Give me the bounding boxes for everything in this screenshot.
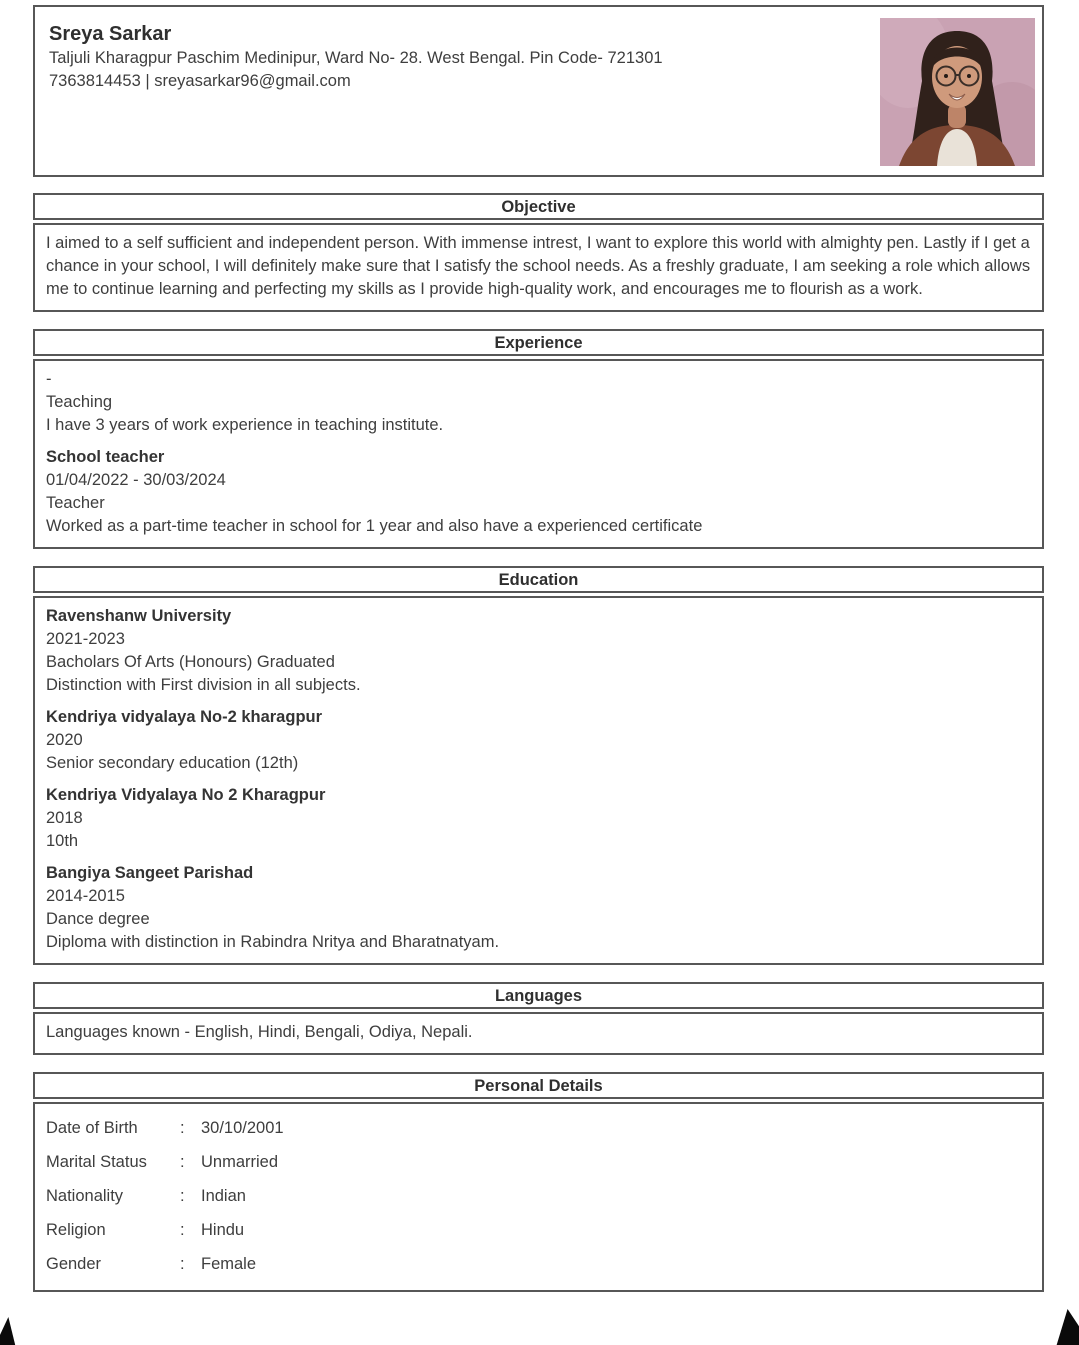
personal-row (46, 1179, 1031, 1213)
education-body (33, 596, 1044, 965)
languages-text: Languages known - English, Hindi, Bengali, Odiya, Nepali. (46, 1023, 473, 1041)
experience-job-role: Teacher (46, 494, 105, 512)
profile-photo (880, 18, 1035, 166)
personal-row (46, 1145, 1031, 1179)
experience-body (33, 359, 1044, 549)
education-school: Kendriya vidyalaya No-2 kharagpur (46, 708, 323, 726)
education-school: Ravenshanw University (46, 607, 232, 625)
experience-intro-role: Teaching (46, 393, 113, 411)
personal-label: Marital Status (46, 1153, 147, 1171)
education-entry (46, 784, 1031, 853)
section-education (33, 566, 1044, 965)
experience-job-desc: Worked as a part-time teacher in school for 1 year and also have a experienced certificate (46, 517, 703, 535)
profile-photo-illustration (880, 18, 1035, 166)
experience-title: Experience (33, 329, 1044, 356)
objective-text: I aimed to a self sufficient and independent person. With immense intrest, I want to explore this world with almighty pen. Lastly if I get a chance in your school, I will definitely make sure that I satisfy the school needs. As a freshly graduate, I am seeking a role which allows me to continue learning and perfecting my skills as I provide high-quality work, and encourages me to flourish as a work. (46, 234, 1031, 298)
section-personal-details (33, 1072, 1044, 1292)
education-years: 2014-2015 (46, 887, 125, 905)
corner-mark-left (0, 1317, 19, 1345)
personal-details-body (33, 1102, 1044, 1292)
personal-separator: : (180, 1221, 185, 1239)
education-detail: Diploma with distinction in Rabindra Nritya and Bharatnatyam. (46, 933, 500, 951)
personal-separator: : (180, 1153, 185, 1171)
personal-details-title: Personal Details (33, 1072, 1044, 1099)
personal-value: Female (201, 1255, 257, 1273)
personal-value: 30/10/2001 (201, 1119, 284, 1137)
education-entry (46, 862, 1031, 954)
personal-separator: : (180, 1255, 185, 1273)
experience-intro-desc: I have 3 years of work experience in teaching institute. (46, 416, 444, 434)
languages-title: Languages (33, 982, 1044, 1009)
personal-row (46, 1111, 1031, 1145)
resume-header (33, 5, 1044, 177)
objective-body (33, 223, 1044, 312)
education-detail: Distinction with First division in all subjects. (46, 676, 361, 694)
education-school: Bangiya Sangeet Parishad (46, 864, 254, 882)
candidate-address: Taljuli Kharagpur Paschim Medinipur, Ward No- 28. West Bengal. Pin Code- 721301 (49, 49, 663, 67)
personal-row (46, 1213, 1031, 1247)
section-languages (33, 982, 1044, 1055)
candidate-name: Sreya Sarkar (49, 23, 172, 45)
education-detail: Dance degree (46, 910, 150, 928)
personal-label: Religion (46, 1221, 106, 1239)
personal-value: Indian (201, 1187, 246, 1205)
personal-separator: : (180, 1187, 185, 1205)
education-detail: Bacholars Of Arts (Honours) Graduated (46, 653, 335, 671)
personal-label: Gender (46, 1255, 102, 1273)
education-entry (46, 706, 1031, 775)
education-detail: Senior secondary education (12th) (46, 754, 299, 772)
personal-label: Nationality (46, 1187, 124, 1205)
personal-row (46, 1247, 1031, 1281)
personal-separator: : (180, 1119, 185, 1137)
education-title: Education (33, 566, 1044, 593)
languages-body (33, 1012, 1044, 1055)
section-experience (33, 329, 1044, 549)
education-detail: 10th (46, 832, 79, 850)
experience-job-title: School teacher (46, 448, 165, 466)
experience-job-dates: 01/04/2022 - 30/03/2024 (46, 471, 226, 489)
candidate-contact: 7363814453 | sreyasarkar96@gmail.com (49, 72, 351, 90)
experience-dash: - (46, 370, 52, 388)
education-years: 2021-2023 (46, 630, 125, 648)
education-entry (46, 605, 1031, 697)
personal-label: Date of Birth (46, 1119, 138, 1137)
personal-value: Unmarried (201, 1153, 279, 1171)
education-school: Kendriya Vidyalaya No 2 Kharagpur (46, 786, 326, 804)
education-years: 2020 (46, 731, 83, 749)
corner-mark-right (1053, 1309, 1079, 1345)
objective-title: Objective (33, 193, 1044, 220)
education-years: 2018 (46, 809, 83, 827)
personal-value: Hindu (201, 1221, 245, 1239)
section-objective (33, 193, 1044, 312)
